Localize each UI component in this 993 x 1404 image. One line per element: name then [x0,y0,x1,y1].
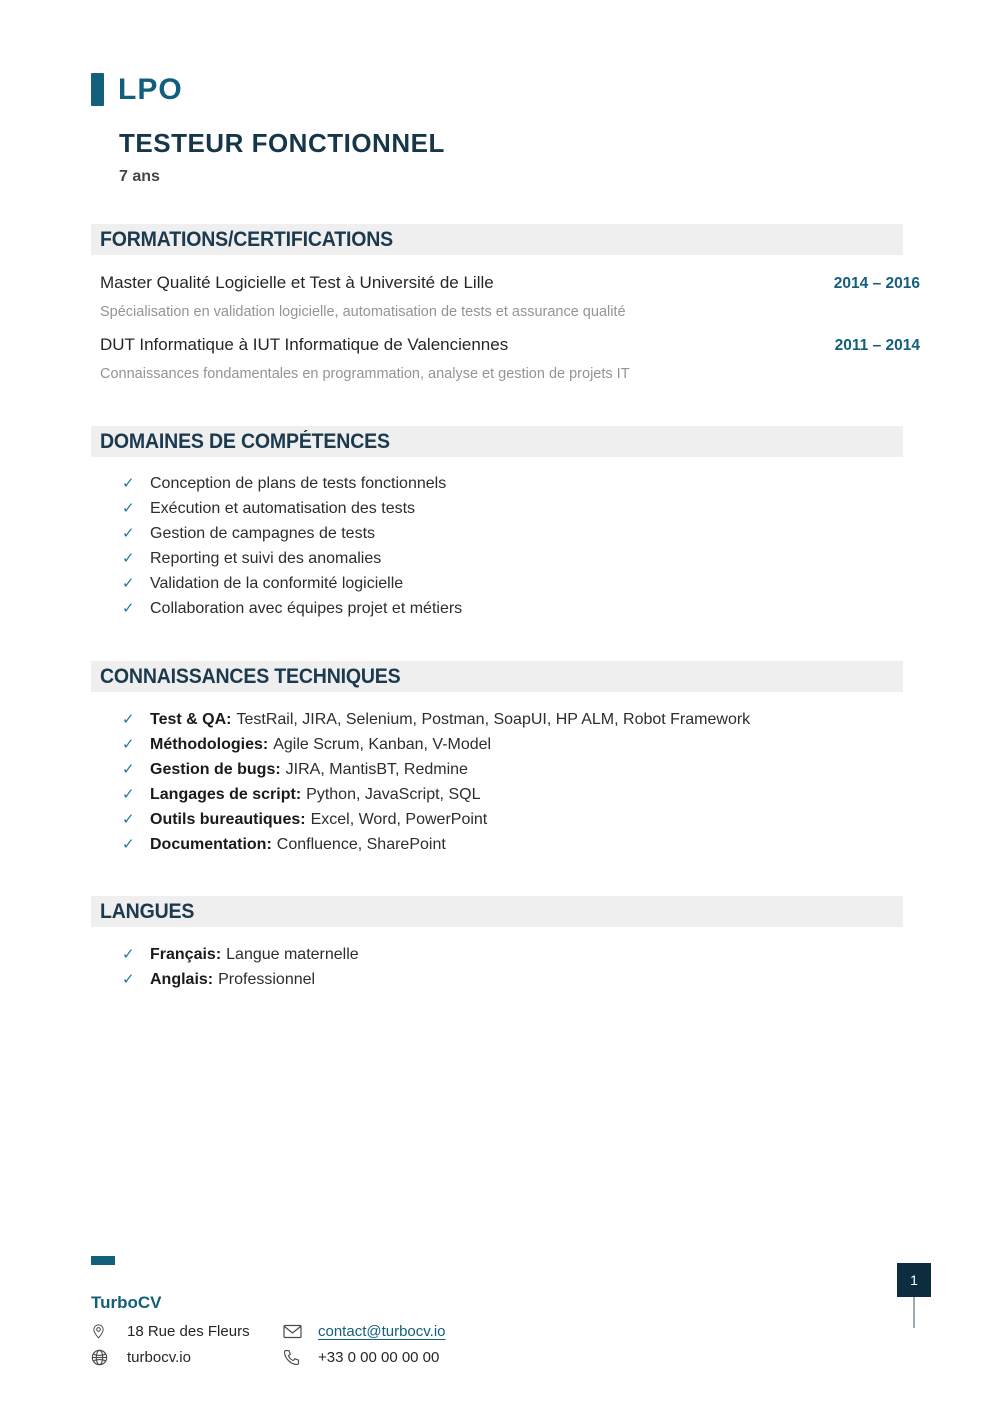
list-item-text [150,732,491,757]
section-heading-bar [91,661,903,692]
check-icon: ✓ [122,736,135,753]
list-item [91,782,920,807]
education-title: Master Qualité Logicielle et Test à Université de Lille [100,273,494,292]
check-icon: ✓ [122,550,135,567]
language-level: Langue maternelle [226,946,359,963]
skill-category-label: Documentation: [150,836,272,853]
check-icon: ✓ [122,475,135,492]
list-item [91,832,920,857]
education-description: Connaissances fondamentales en programmation, analyse et gestion de projets IT [100,366,630,382]
list-item-text [150,707,750,732]
education-dates: 2011 – 2014 [834,337,920,354]
list-item [91,707,920,732]
education-entry [100,271,920,321]
list-item [91,967,920,992]
location-icon [91,1322,127,1341]
list-item-text: Validation de la conformité logicielle [150,575,404,592]
skill-values: Confluence, SharePoint [276,836,446,853]
section-langues [91,896,920,992]
language-level: Professionnel [218,971,316,988]
section-connaissances-techniques [91,661,920,857]
education-dates: 2014 – 2016 [833,275,920,292]
list-item-text: Reporting et suivi des anomalies [150,550,382,567]
skill-values: Python, JavaScript, SQL [306,786,481,803]
brand-name: TurboCV [91,1293,162,1312]
job-title: TESTEUR FONCTIONNEL [119,128,445,158]
check-icon: ✓ [122,761,135,778]
page-footer [91,1256,446,1370]
skill-values: Agile Scrum, Kanban, V-Model [273,736,492,753]
check-icon: ✓ [122,711,135,728]
list-item-text: Conception de plans de tests fonctionnels [150,475,447,492]
list-item-text [150,807,487,832]
skill-category-label: Outils bureautiques: [150,811,306,828]
section-heading: FORMATIONS/CERTIFICATIONS [100,227,393,251]
list-item-text: Exécution et automatisation des tests [150,500,416,517]
page-number-badge: 1 [897,1263,931,1297]
check-icon: ✓ [122,786,135,803]
technical-skills-list [91,707,920,857]
section-heading-bar [91,896,903,927]
skill-category-label: Gestion de bugs: [150,761,281,778]
check-icon: ✓ [122,525,135,542]
section-domaines-competences [91,426,920,621]
language-label: Français: [150,946,222,963]
footer-accent-rect [91,1256,115,1265]
list-item-text: Gestion de campagnes de tests [150,525,376,542]
skill-values: Excel, Word, PowerPoint [310,811,488,828]
section-heading-bar [91,426,903,457]
section-heading: CONNAISSANCES TECHNIQUES [100,664,401,688]
list-item [91,807,920,832]
check-icon: ✓ [122,946,135,963]
resume-header [91,73,920,187]
list-item-text [150,942,359,967]
page-marker [897,1263,931,1328]
education-entry [100,333,920,383]
skill-values: JIRA, MantisBT, Redmine [285,761,468,778]
education-title-row [100,271,920,295]
list-item [91,521,920,546]
check-icon: ✓ [122,575,135,592]
address-text: 18 Rue des Fleurs [127,1322,250,1340]
education-title: DUT Informatique à IUT Informatique de Valenciennes [100,335,509,354]
check-icon: ✓ [122,500,135,517]
check-icon: ✓ [122,836,135,853]
list-item-text: Collaboration avec équipes projet et métiers [150,600,463,617]
list-item-text [150,832,446,857]
list-item [91,571,920,596]
phone-icon [283,1349,318,1366]
email-link[interactable]: contact@turbocv.io [318,1322,446,1340]
list-item [91,942,920,967]
list-item-text [150,782,480,807]
phone-text: +33 0 00 00 00 00 [318,1348,440,1366]
list-item [91,596,920,621]
list-item [91,546,920,571]
skills-list [91,471,920,621]
section-heading-bar [91,224,903,255]
list-item [91,471,920,496]
education-description: Spécialisation en validation logicielle, automatisation de tests et assurance qualité [100,304,626,320]
list-item [91,757,920,782]
skill-category-label: Méthodologies: [150,736,269,753]
language-label: Anglais: [150,971,214,988]
contact-info [91,1318,446,1370]
section-heading: LANGUES [100,899,195,923]
accent-bar [91,73,104,106]
list-item [91,496,920,521]
check-icon: ✓ [122,600,135,617]
experience-years: 7 ans [119,168,160,185]
education-title-row [100,333,920,357]
list-item-text [150,757,468,782]
languages-list [91,942,920,992]
check-icon: ✓ [122,971,135,988]
page-marker-line [913,1297,915,1328]
globe-icon [91,1349,127,1366]
skill-category-label: Langages de script: [150,786,302,803]
section-heading: DOMAINES DE COMPÉTENCES [100,429,390,453]
brand-row [91,73,920,106]
website-text: turbocv.io [127,1348,191,1366]
candidate-initials: LPO [118,73,183,106]
check-icon: ✓ [122,811,135,828]
list-item [91,732,920,757]
section-formations [91,224,920,383]
skill-category-label: Test & QA: [150,711,232,728]
email-icon [283,1324,318,1339]
skill-values: TestRail, JIRA, Selenium, Postman, SoapUI, HP ALM, Robot Framework [236,711,751,728]
list-item-text [150,967,315,992]
